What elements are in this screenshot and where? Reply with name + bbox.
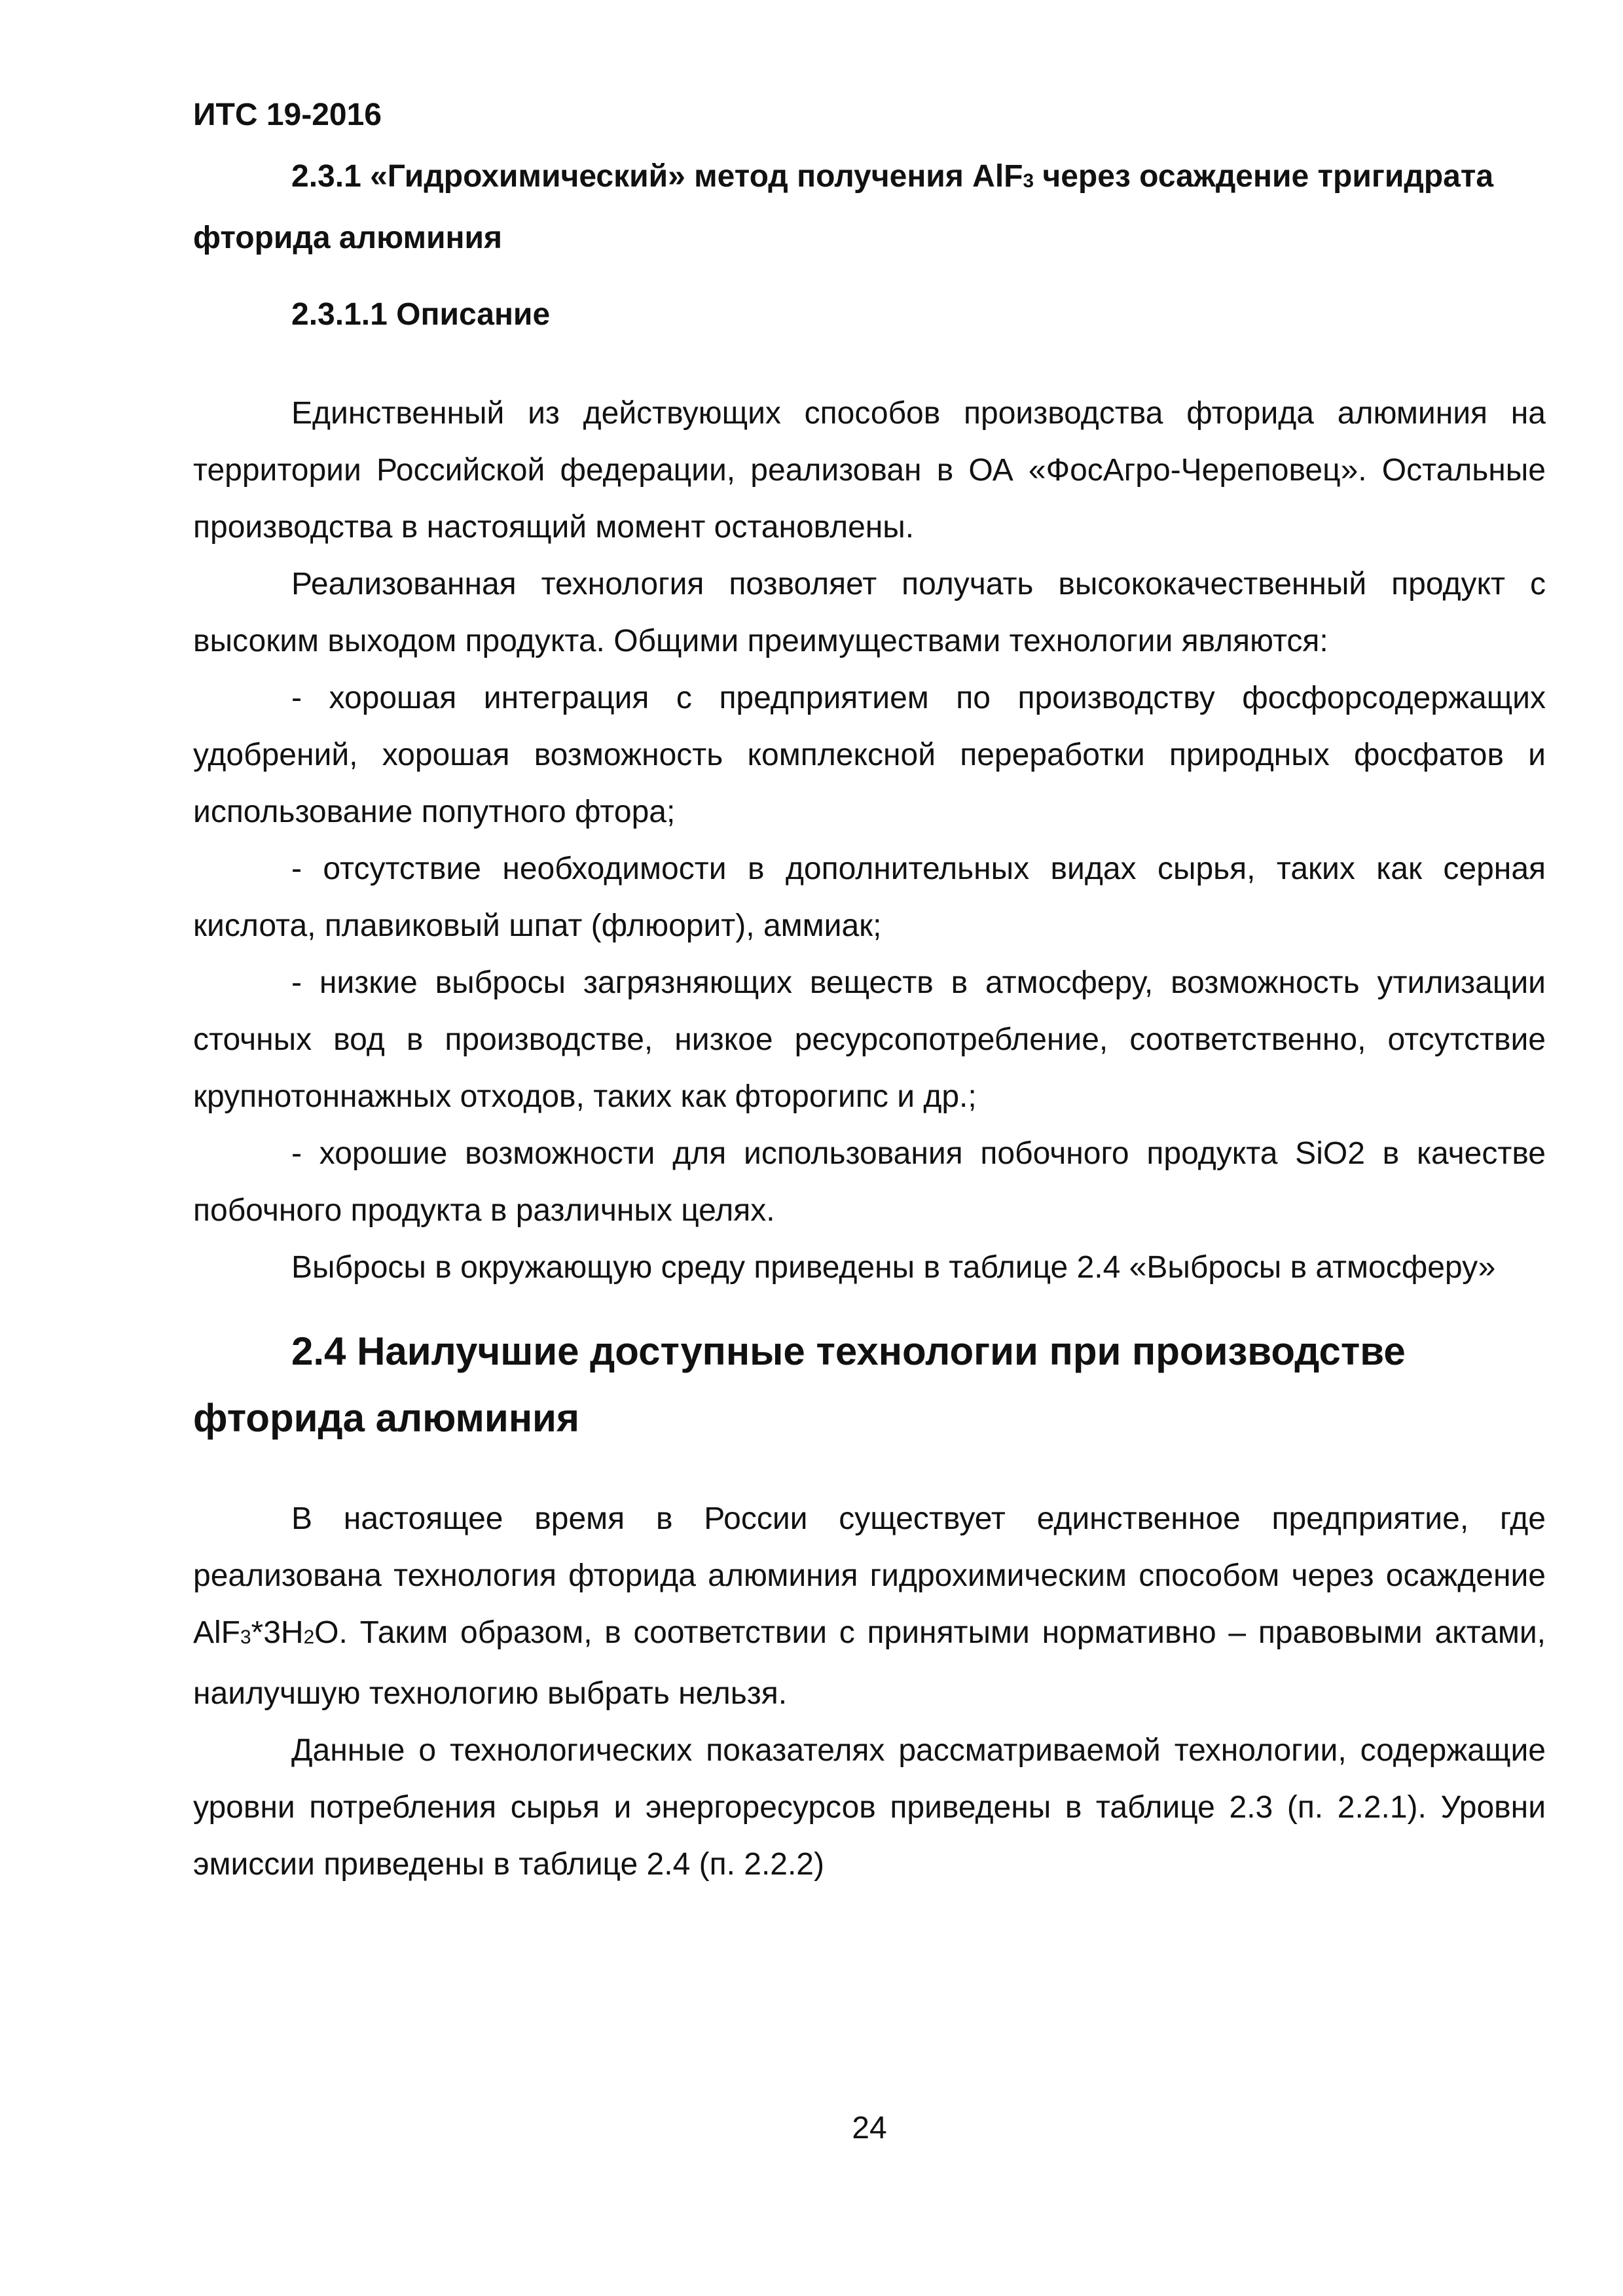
document-page bbox=[193, 0, 1546, 2296]
section-heading-2-3-1-part2: через осаждение тригидрата фторида алюминия bbox=[193, 159, 1494, 255]
paragraph-bat-russia-part3: O. Таким образом, в соответствии с принятыми нормативно – правовыми актами, наилучшую технологию выбрать нельзя. bbox=[193, 1615, 1546, 1711]
list-item-low-emissions: - низкие выбросы загрязняющих веществ в атмосферу, возможность утилизации сточных вод в производстве, низкое ресурсопотребление, соответственно, отсутствие крупнотоннажных отходов, таких как фторогипс и др.; bbox=[193, 965, 1546, 1114]
bat-body bbox=[193, 1490, 1546, 1893]
paragraph-bat-russia-part1: В настоящее время в России существует единственное предприятие, где реализована технология фторида алюминия гидрохимическим способом через осаждение AlF bbox=[193, 1501, 1546, 1650]
section-heading-2-4: 2.4 Наилучшие доступные технологии при производстве фторида алюминия bbox=[193, 1329, 1406, 1440]
paragraph-bat-russia bbox=[193, 1490, 1546, 1722]
section-heading-2-3-1-1: 2.3.1.1 Описание bbox=[291, 297, 551, 332]
paragraph-technology-indicators: Данные о технологических показателях рассматриваемой технологии, содержащие уровни потребления сырья и энергоресурсов приведены в таблице 2.3 (п. 2.2.1). Уровни эмиссии приведены в таблице 2.4 (п. 2.2.2) bbox=[193, 1733, 1546, 1882]
section-heading-2-3-1-part1: 2.3.1 «Гидрохимический» метод получения AlF bbox=[291, 159, 1023, 194]
list-item-no-raw-materials: - отсутствие необходимости в дополнительных видах сырья, таких как серная кислота, плавиковый шпат (флюорит), аммиак; bbox=[193, 852, 1546, 943]
description-body bbox=[193, 385, 1546, 1296]
paragraph-intro: Единственный из действующих способов производства фторида алюминия на территории Российской федерации, реализован в ОА «ФосАгро-Череповец». Остальные производства в настоящий момент остановлены. bbox=[193, 396, 1546, 545]
paragraph-bat-russia-part2: *3H bbox=[251, 1615, 304, 1650]
list-item-integration: - хорошая интеграция с предприятием по производству фосфорсодержащих удобрений, хорошая возможность комплексной переработки природных фосфатов и использование попутного фтора; bbox=[193, 681, 1546, 829]
document-code: ИТС 19-2016 bbox=[193, 98, 382, 132]
paragraph-emissions-reference: Выбросы в окружающую среду приведены в таблице 2.4 «Выбросы в атмосферу» bbox=[291, 1250, 1496, 1285]
page-number: 24 bbox=[852, 2111, 887, 2145]
section-heading-2-3-1 bbox=[193, 148, 1546, 267]
paragraph-technology: Реализованная технология позволяет получать высококачественный продукт с высоким выходом продукта. Общими преимуществами технологии являются: bbox=[193, 567, 1546, 658]
section-heading-2-3-1-subscript: 3 bbox=[1023, 170, 1034, 192]
list-item-byproduct: - хорошие возможности для использования побочного продукта SiO2 в качестве побочного продукта в различных целях. bbox=[193, 1136, 1546, 1228]
formula-subscript-2: 2 bbox=[303, 1626, 315, 1649]
formula-subscript-3: 3 bbox=[240, 1626, 251, 1649]
